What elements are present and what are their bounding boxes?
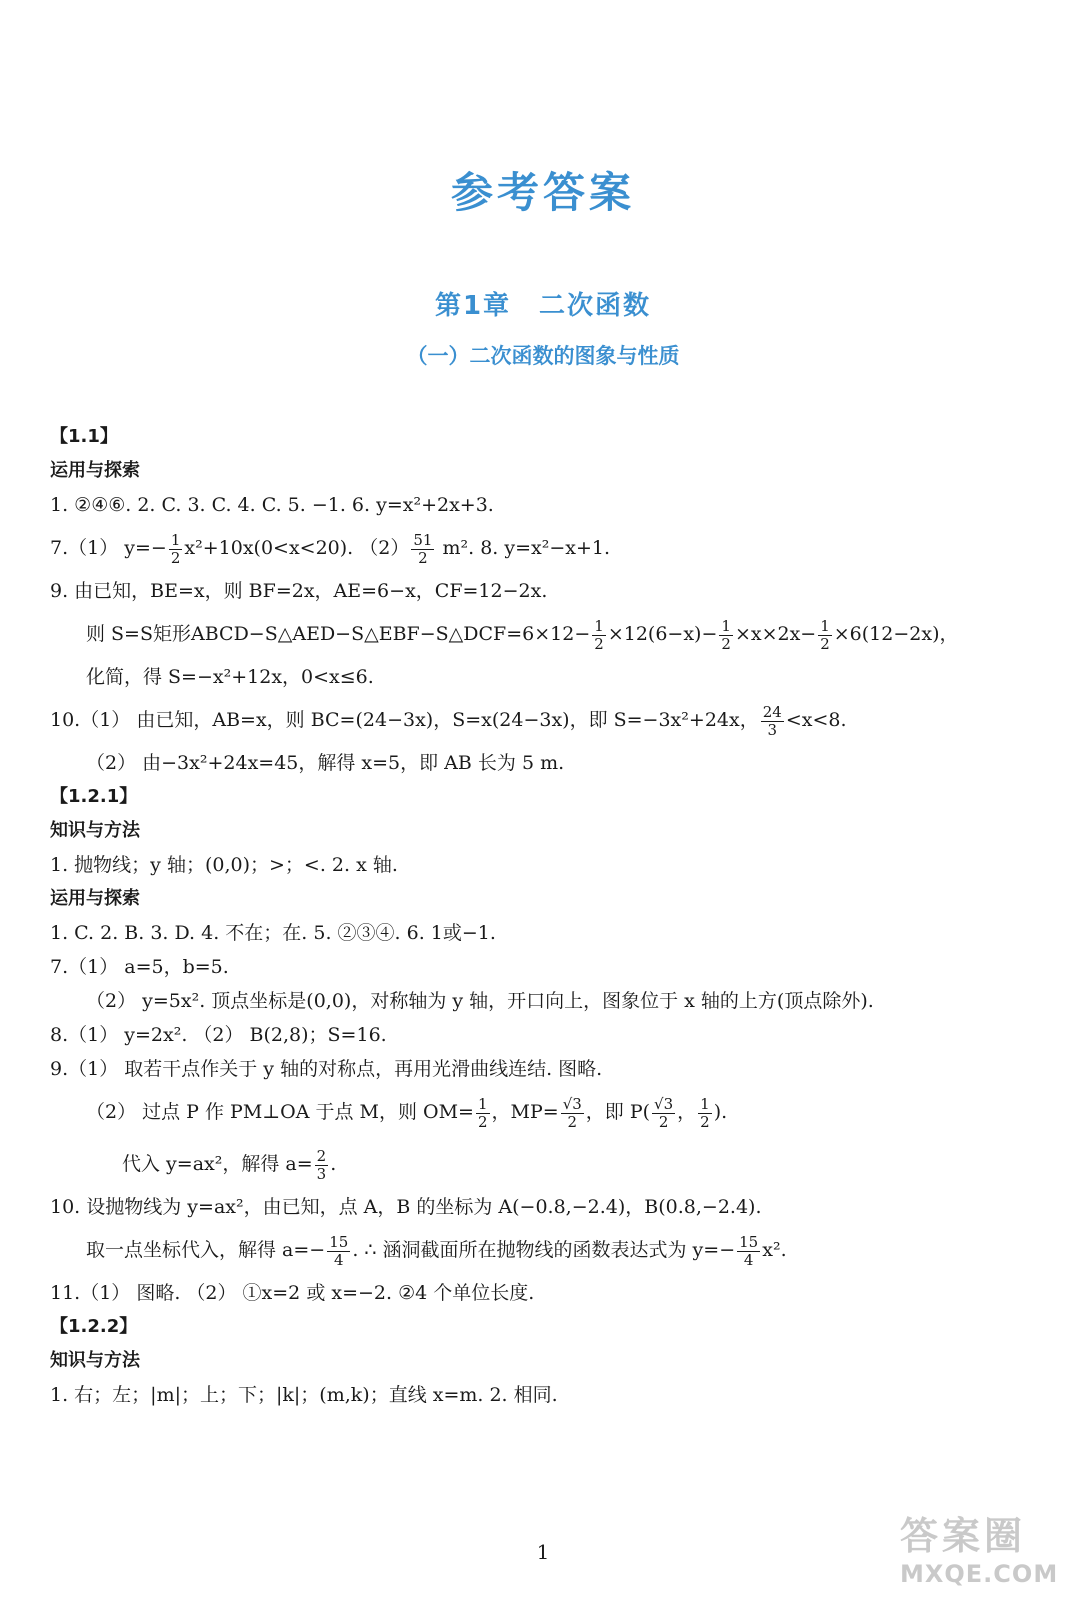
fraction: $\frac{1}{2}$ [170, 530, 181, 567]
fraction: $\frac{1}{2}$ [820, 616, 830, 653]
chapter-heading [0, 285, 1086, 322]
answer-line: 1. C. 2. B. 3. D. 4. 不在；在. 5. ②③④. 6. 1或−1. [50, 922, 496, 944]
watermark-logo: 答案圈 MXQE.COM [900, 1514, 1059, 1588]
text-run: x²+10x(0<x<20). （2） [184, 537, 410, 559]
section-heading: 【1.2.1】 [50, 786, 138, 807]
text-run: . [330, 1153, 337, 1175]
text-run: 取一点坐标代入，解得 a=− [86, 1239, 326, 1261]
text-run: ). [713, 1101, 728, 1123]
text-run: <x<8. [785, 709, 847, 731]
text-run: m². 8. y=x²−x+1. [436, 537, 611, 559]
text-run: 7.（1） y=− [50, 537, 167, 559]
page-number: 1 [536, 1540, 550, 1564]
subsection-heading: （一）二次函数的图象与性质 [406, 344, 680, 368]
fraction: $\frac{24}{3}$ [762, 702, 782, 739]
answer-line [50, 694, 1056, 746]
fraction: $\frac{2}{3}$ [316, 1146, 327, 1183]
text-run: ， [677, 1101, 697, 1123]
answer-line: 9.（1） 取若干点作关于 y 轴的对称点，再用光滑曲线连结. 图略. [50, 1058, 603, 1080]
text-run: ，即 P( [585, 1101, 651, 1123]
answer-line: 11.（1） 图略. （2） ①x=2 或 x=−2. ②4 个单位长度. [50, 1282, 535, 1304]
answer-content [50, 420, 1056, 1412]
fraction: $\frac{√3}{2}$ [562, 1094, 582, 1131]
answer-line [50, 1138, 1056, 1190]
subsection-label: 运用与探索 [50, 888, 140, 909]
fraction: $\frac{√3}{2}$ [654, 1094, 674, 1131]
answer-line: 1. 抛物线；y 轴；(0,0)；>；<. 2. x 轴. [50, 854, 398, 876]
chapter-name: 二次函数 [539, 291, 652, 321]
subsection-label: 知识与方法 [50, 820, 140, 841]
answer-line: 8.（1） y=2x². （2） B(2,8)；S=16. [50, 1024, 387, 1046]
fraction: $\frac{51}{2}$ [413, 530, 433, 567]
fraction: $\frac{1}{2}$ [594, 616, 604, 653]
answer-line: （2） y=5x². 顶点坐标是(0,0)，对称轴为 y 轴，开口向上，图象位于 x 轴的上方(顶点除外). [86, 990, 874, 1012]
answer-line: 9. 由已知，BE=x，则 BF=2x，AE=6−x，CF=12−2x. [50, 580, 548, 602]
answer-line: 1. ②④⑥. 2. C. 3. C. 4. C. 5. −1. 6. y=x²+2x+3. [50, 494, 494, 516]
fraction: $\frac{1}{2}$ [700, 1094, 710, 1131]
section-heading: 【1.2.2】 [50, 1316, 138, 1337]
fraction: $\frac{15}{4}$ [739, 1232, 759, 1269]
answer-line: 化简，得 S=−x²+12x，0<x≤6. [86, 666, 374, 688]
answer-line [50, 522, 1056, 574]
subsection-label: 运用与探索 [50, 460, 140, 481]
text-run: . ∴ 涵洞截面所在抛物线的函数表达式为 y=− [352, 1239, 736, 1261]
answer-line [50, 1224, 1056, 1276]
text-run: 则 S=S矩形ABCD−S△AED−S△EBF−S△DCF=6×12− [86, 623, 591, 645]
fraction: $\frac{1}{2}$ [721, 616, 731, 653]
text-run: ×x×2x− [734, 623, 817, 645]
text-run: x². [762, 1239, 787, 1261]
page-title: 参考答案 [450, 168, 635, 217]
subsection-label: 知识与方法 [50, 1350, 140, 1371]
text-run: ×12(6−x)− [607, 623, 718, 645]
answer-line: 7.（1） a=5，b=5. [50, 956, 229, 978]
answer-line [50, 608, 1056, 660]
text-run: ，MP= [491, 1101, 559, 1123]
chapter-number: 第1章 [434, 291, 512, 321]
fraction: $\frac{1}{2}$ [477, 1094, 488, 1131]
answer-line: 1. 右；左；|m|；上；下；|k|；(m,k)；直线 x=m. 2. 相同. [50, 1384, 558, 1406]
answer-line: 10. 设抛物线为 y=ax²，由已知，点 A，B 的坐标为 A(−0.8,−2.4)，B(0.8,−2.4). [50, 1196, 762, 1218]
fraction: $\frac{15}{4}$ [329, 1232, 349, 1269]
text-run: 代入 y=ax²，解得 a= [122, 1153, 313, 1175]
text-run: （2） 过点 P 作 PM⊥OA 于点 M，则 OM= [86, 1101, 474, 1123]
text-run: 10.（1） 由已知，AB=x，则 BC=(24−3x)，S=x(24−3x)，即 S=−3x²+24x， [50, 709, 759, 731]
answer-line [50, 1086, 1056, 1138]
text-run: ×6(12−2x)， [833, 623, 959, 645]
section-heading: 【1.1】 [50, 426, 118, 447]
answer-line: （2） 由−3x²+24x=45，解得 x=5，即 AB 长为 5 m. [86, 752, 565, 774]
